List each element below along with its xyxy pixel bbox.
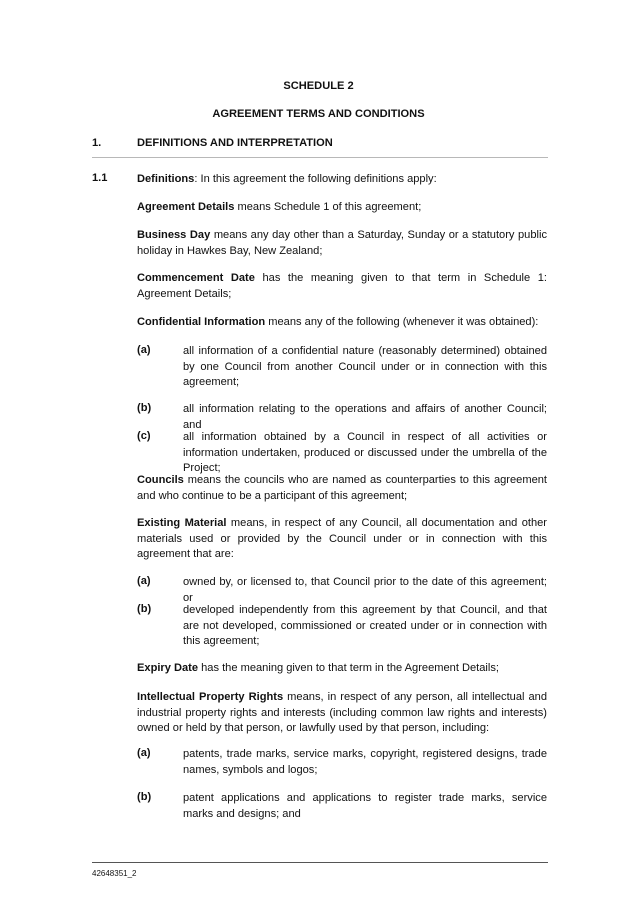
section-divider — [92, 157, 548, 158]
section-heading: DEFINITIONS AND INTERPRETATION — [137, 137, 333, 149]
schedule-title: SCHEDULE 2 — [283, 80, 354, 92]
definition-confidential-information — [137, 315, 547, 331]
definition-text: means any day other than a Saturday, Sunday or a statutory public holiday in Hawkes Bay, New Zealand; — [137, 229, 547, 257]
definition-councils — [137, 473, 547, 504]
list-item-text: patents, trade marks, service marks, copyright, registered designs, trade names, symbols and logos; — [183, 748, 547, 776]
definition-text: means, in respect of any Council, all documentation and other materials used or provided by the Council under or in connection with this agreement that are: — [137, 517, 547, 560]
list-item-text: owned by, or licensed to, that Council prior to the date of this agreement; or — [183, 576, 547, 604]
definition-text: has the meaning given to that term in the Agreement Details; — [198, 662, 499, 674]
definition-intellectual-property-rights — [137, 690, 547, 737]
footer-divider — [92, 862, 548, 863]
list-item-text: all information relating to the operations and affairs of another Council; and — [183, 403, 547, 431]
definition-business-day — [137, 228, 547, 259]
list-label: (a) — [137, 747, 151, 759]
list-label: (a) — [137, 344, 151, 356]
definition-term: Existing Material — [137, 517, 227, 529]
definition-term: Business Day — [137, 229, 211, 241]
definition-commencement-date — [137, 271, 547, 302]
definition-text: means, in respect of any person, all intellectual and industrial property rights and interests (including common law rights and interests) owned or held by that person, or lawfully used by that person, including: — [137, 691, 547, 734]
definition-term: Intellectual Property Rights — [137, 691, 284, 703]
definition-term: Expiry Date — [137, 662, 199, 674]
definition-text: means the councils who are named as counterparties to this agreement and who continue to be a participant of this agreement; — [137, 474, 547, 502]
section-number: 1. — [92, 137, 102, 149]
definition-text: has the meaning given to that term in Schedule 1: Agreement Details; — [137, 272, 548, 300]
clause-text: : In this agreement the following definitions apply: — [194, 173, 437, 185]
definition-term: Confidential Information — [137, 316, 266, 328]
list-label: (c) — [137, 430, 151, 442]
list-item-text: all information of a confidential nature (reasonably determined) obtained by one Council from another Council under or in connection with this agreement; — [183, 345, 547, 388]
list-label: (b) — [137, 402, 152, 414]
definition-text: means any of the following (whenever it was obtained): — [265, 316, 539, 328]
agreement-title: AGREEMENT TERMS AND CONDITIONS — [212, 108, 425, 120]
list-item-text: patent applications and applications to register trade marks, service marks and designs; and — [183, 792, 547, 820]
definition-term: Commencement Date — [137, 272, 255, 284]
definition-text: means Schedule 1 of this agreement; — [234, 201, 422, 213]
list-label: (a) — [137, 575, 151, 587]
list-item-text: developed independently from this agreement by that Council, and that are not developed, commissioned or created under or in connection with this agreement; — [183, 604, 547, 647]
definition-existing-material — [137, 516, 547, 563]
clause-term: Definitions — [137, 173, 195, 185]
definition-term: Agreement Details — [137, 201, 235, 213]
clause-number: 1.1 — [92, 172, 108, 184]
clause-definitions-intro — [137, 172, 547, 188]
definition-expiry-date — [137, 661, 547, 677]
list-item-text: all information obtained by a Council in respect of all activities or information undertaken, produced or discussed under the umbrella of the Project; — [183, 431, 547, 474]
footer-doc-id: 42648351_2 — [92, 869, 137, 878]
definition-agreement-details — [137, 200, 547, 216]
list-label: (b) — [137, 791, 152, 803]
definition-term: Councils — [137, 474, 184, 486]
list-label: (b) — [137, 603, 152, 615]
